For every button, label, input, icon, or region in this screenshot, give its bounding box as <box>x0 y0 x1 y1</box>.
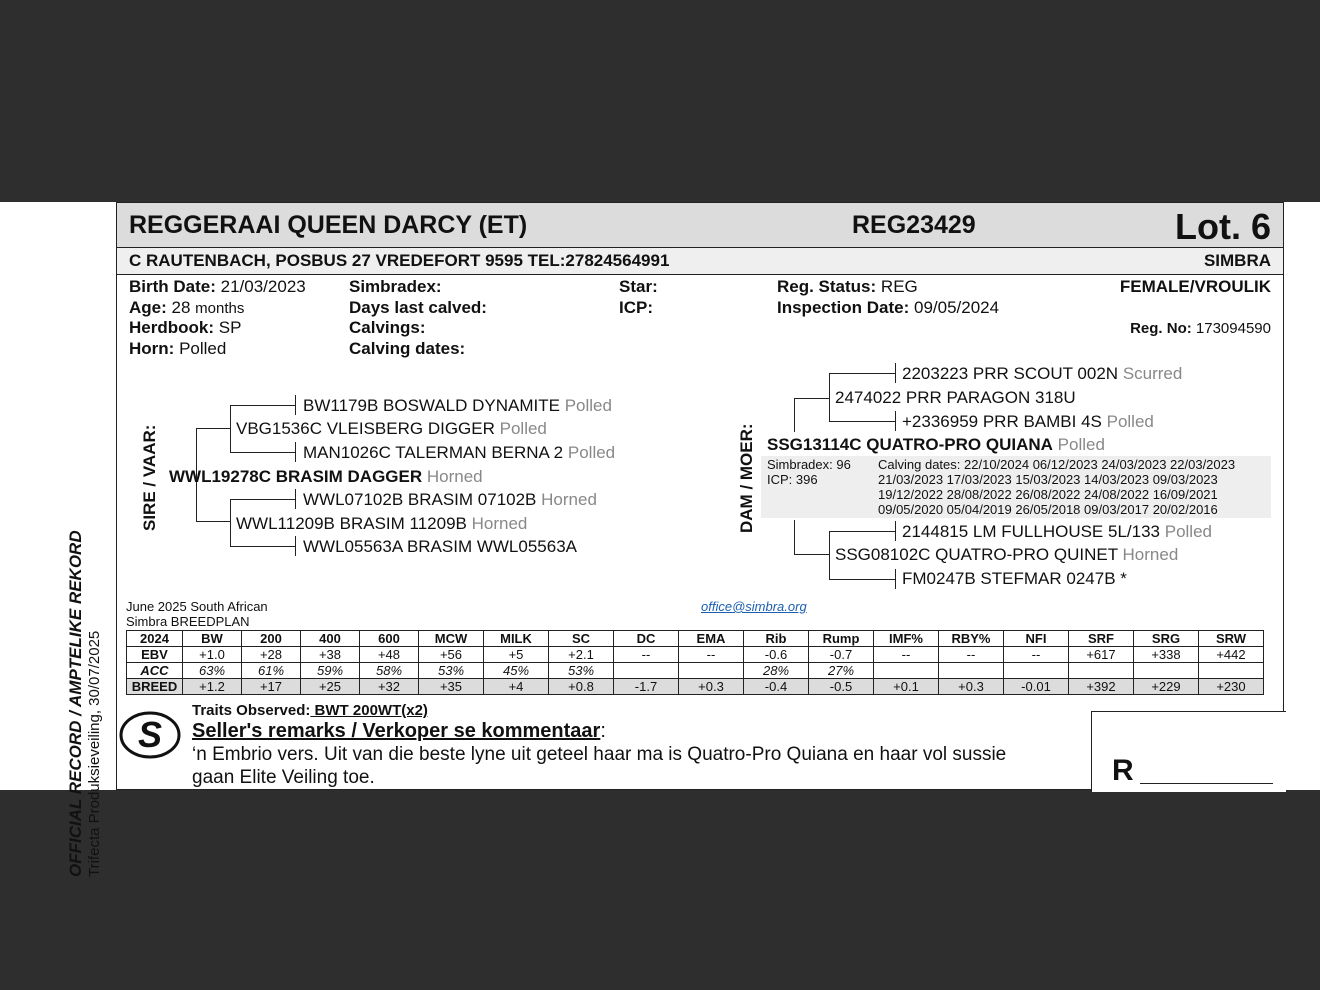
headers-cell: SRF <box>1069 631 1134 647</box>
ebv-table <box>126 630 1264 695</box>
headers-cell: 600 <box>360 631 419 647</box>
ebv-cell: +338 <box>1134 647 1199 663</box>
ebv-cell: -0.7 <box>809 647 874 663</box>
headers-cell: MCW <box>419 631 484 647</box>
breed-cell: +32 <box>360 679 419 695</box>
acc-cell <box>1004 663 1069 679</box>
ebv-cell: +56 <box>419 647 484 663</box>
email-link[interactable]: office@simbra.org <box>701 599 807 614</box>
acc-cell: 27% <box>809 663 874 679</box>
simbra-logo-icon <box>117 707 183 763</box>
traits-observed: Traits Observed: BWT 200WT(x2) <box>192 702 428 719</box>
acc-cell: 45% <box>484 663 549 679</box>
acc-cell: 58% <box>360 663 419 679</box>
ebv-cell: -- <box>614 647 679 663</box>
acc-cell <box>679 663 744 679</box>
breedplan-caption: June 2025 South African Simbra BREEDPLAN <box>126 599 268 629</box>
ebv-cell: -- <box>1004 647 1069 663</box>
catalogue-page <box>0 202 1320 877</box>
ebv-cell: +48 <box>360 647 419 663</box>
acc-cell <box>1199 663 1264 679</box>
sire: WWL19278C BRASIM DAGGER Horned <box>169 467 483 486</box>
acc-cell: ACC <box>127 663 183 679</box>
sex-label: FEMALE/VROULIK <box>1119 277 1271 296</box>
ebv-header-row <box>127 631 1264 647</box>
dam: SSG13114C QUATRO-PRO QUIANA Polled <box>767 435 1105 454</box>
acc-cell: 28% <box>744 663 809 679</box>
breed-cell: +4 <box>484 679 549 695</box>
headers-cell: EMA <box>679 631 744 647</box>
remarks-line-1: ‘n Embrio vers. Uit van die beste lyne uit geteel haar ma is Quatro-Pro Quiana en haar vol sussie <box>192 744 1007 765</box>
breed-cell: -0.01 <box>1004 679 1069 695</box>
animal-name: REGGERAAI QUEEN DARCY (ET) <box>129 211 528 239</box>
breed-cell: +17 <box>242 679 301 695</box>
acc-cell: 61% <box>242 663 301 679</box>
sire-dam-sire: WWL07102B BRASIM 07102B Horned <box>303 490 597 509</box>
acc-cell <box>1134 663 1199 679</box>
simbradex-label: Simbradex: <box>349 277 442 296</box>
acc-cell: 53% <box>549 663 614 679</box>
birth-date: Birth Date: 21/03/2023 <box>129 277 306 296</box>
ebv-cell: -0.6 <box>744 647 809 663</box>
acc-cell: 59% <box>301 663 360 679</box>
breed-cell: -1.7 <box>614 679 679 695</box>
headers-cell: SRG <box>1134 631 1199 647</box>
breed-cell: +35 <box>419 679 484 695</box>
official-record-label: OFFICIAL RECORD / AMPTELIKE REKORD <box>66 530 85 877</box>
acc-cell: 63% <box>183 663 242 679</box>
title-bar <box>117 202 1283 248</box>
breed-cell: +0.3 <box>679 679 744 695</box>
sire-dam: WWL11209B BRASIM 11209B Horned <box>236 514 528 533</box>
headers-cell: MILK <box>484 631 549 647</box>
ebv-cell: +442 <box>1199 647 1264 663</box>
sire-sire-sire: BW1179B BOSWALD DYNAMITE Polled <box>303 396 612 415</box>
r-label: R <box>1112 754 1134 787</box>
breed-cell: +0.1 <box>874 679 939 695</box>
ebv-cell: EBV <box>127 647 183 663</box>
ebv-cell: +5 <box>484 647 549 663</box>
star-label: Star: <box>619 277 658 296</box>
dam-simbradex: Simbradex: 96 <box>767 457 851 472</box>
owner-details: C RAUTENBACH, POSBUS 27 VREDEFORT 9595 TEL:27824564991 <box>129 251 670 270</box>
dam-calving-box <box>761 456 1271 518</box>
sire-label: SIRE / VAAR: <box>140 424 159 531</box>
breed-average-row <box>127 679 1264 695</box>
breed-cell: +0.3 <box>939 679 1004 695</box>
owner-bar <box>117 248 1283 275</box>
acc-cell <box>614 663 679 679</box>
calvings-label: Calvings: <box>349 318 426 337</box>
headers-cell: RBY% <box>939 631 1004 647</box>
breed-cell: +1.2 <box>183 679 242 695</box>
breed-cell: +392 <box>1069 679 1134 695</box>
breed-cell: +0.8 <box>549 679 614 695</box>
headers-cell: NFI <box>1004 631 1069 647</box>
headers-cell: 400 <box>301 631 360 647</box>
breed-cell: -0.4 <box>744 679 809 695</box>
ebv-row <box>127 647 1264 663</box>
headers-cell: SC <box>549 631 614 647</box>
signature-line <box>1140 783 1273 784</box>
dam-dam-dam: FM0247B STEFMAR 0247B * <box>902 569 1127 588</box>
acc-cell <box>874 663 939 679</box>
ebv-cell: +617 <box>1069 647 1134 663</box>
r-signature-box <box>1091 711 1286 792</box>
remarks-title: Seller's remarks / Verkoper se kommentaar: <box>192 720 606 742</box>
acc-cell <box>1069 663 1134 679</box>
headers-cell: SRW <box>1199 631 1264 647</box>
inspection-date: Inspection Date: 09/05/2024 <box>777 298 1000 317</box>
breed-name: SIMBRA <box>1203 251 1271 270</box>
dam-sire-dam: +2336959 PRR BAMBI 4S Polled <box>902 412 1154 431</box>
acc-cell <box>939 663 1004 679</box>
headers-cell: Rump <box>809 631 874 647</box>
sale-name-label: Trifecta Produksieveiling, 30/07/2025 <box>86 630 103 877</box>
headers-cell: BW <box>183 631 242 647</box>
breed-cell: BREED <box>127 679 183 695</box>
headers-cell: 2024 <box>127 631 183 647</box>
headers-cell: 200 <box>242 631 301 647</box>
herdbook: Herdbook: SP <box>129 318 242 337</box>
ebv-cell: -- <box>679 647 744 663</box>
acc-row <box>127 663 1264 679</box>
horn-status: Horn: Polled <box>129 339 227 358</box>
headers-cell: Rib <box>744 631 809 647</box>
ebv-cell: +2.1 <box>549 647 614 663</box>
ebv-cell: +38 <box>301 647 360 663</box>
svg-text:S: S <box>137 714 163 755</box>
age: Age: 28 months <box>129 298 245 317</box>
sire-sire: VBG1536C VLEISBERG DIGGER Polled <box>236 419 547 438</box>
dam-icp: ICP: 396 <box>767 472 818 487</box>
ebv-cell: +28 <box>242 647 301 663</box>
dam-calving-dates: Calving dates: 22/10/2024 06/12/2023 24/03/2023 22/03/2023 21/03/2023 17/03/2023 15/03/2023 14/03/2023 09/03/2023 19/12/2022 28/08/2022 26/08/2022 24/08/2022 16/09/2021 09/05/2020 05/04/2019 26/05/2018 09/03/2017 20/02/2016 <box>878 457 1236 517</box>
calving-dates-label: Calving dates: <box>349 339 466 358</box>
breed-cell: +229 <box>1134 679 1199 695</box>
ebv-cell: -- <box>874 647 939 663</box>
lot-number: Lot. 6 <box>1175 206 1271 247</box>
acc-cell: 53% <box>419 663 484 679</box>
breed-cell: -0.5 <box>809 679 874 695</box>
dam-sire: 2474022 PRR PARAGON 318U <box>835 388 1076 407</box>
dam-label: DAM / MOER: <box>737 423 756 533</box>
registration-code: REG23429 <box>852 211 976 239</box>
reg-number: Reg. No: 173094590 <box>1130 320 1271 337</box>
dam-sire-sire: 2203223 PRR SCOUT 002N Scurred <box>902 364 1183 383</box>
days-last-calved-label: Days last calved: <box>349 298 487 317</box>
ebv-cell: +1.0 <box>183 647 242 663</box>
headers-cell: IMF% <box>874 631 939 647</box>
icp-label: ICP: <box>619 298 653 317</box>
dam-dam-sire: 2144815 LM FULLHOUSE 5L/133 Polled <box>902 522 1212 541</box>
side-caption <box>66 530 103 877</box>
lot-card <box>116 202 1284 790</box>
breed-cell: +25 <box>301 679 360 695</box>
sire-dam-dam: WWL05563A BRASIM WWL05563A <box>303 537 578 556</box>
reg-status: Reg. Status: REG <box>777 277 918 296</box>
ebv-cell: -- <box>939 647 1004 663</box>
headers-cell: DC <box>614 631 679 647</box>
dam-dam: SSG08102C QUATRO-PRO QUINET Horned <box>835 545 1179 564</box>
remarks-line-2: gaan Elite Veiling toe. <box>192 767 375 788</box>
breed-cell: +230 <box>1199 679 1264 695</box>
sire-sire-dam: MAN1026C TALERMAN BERNA 2 Polled <box>303 443 616 462</box>
